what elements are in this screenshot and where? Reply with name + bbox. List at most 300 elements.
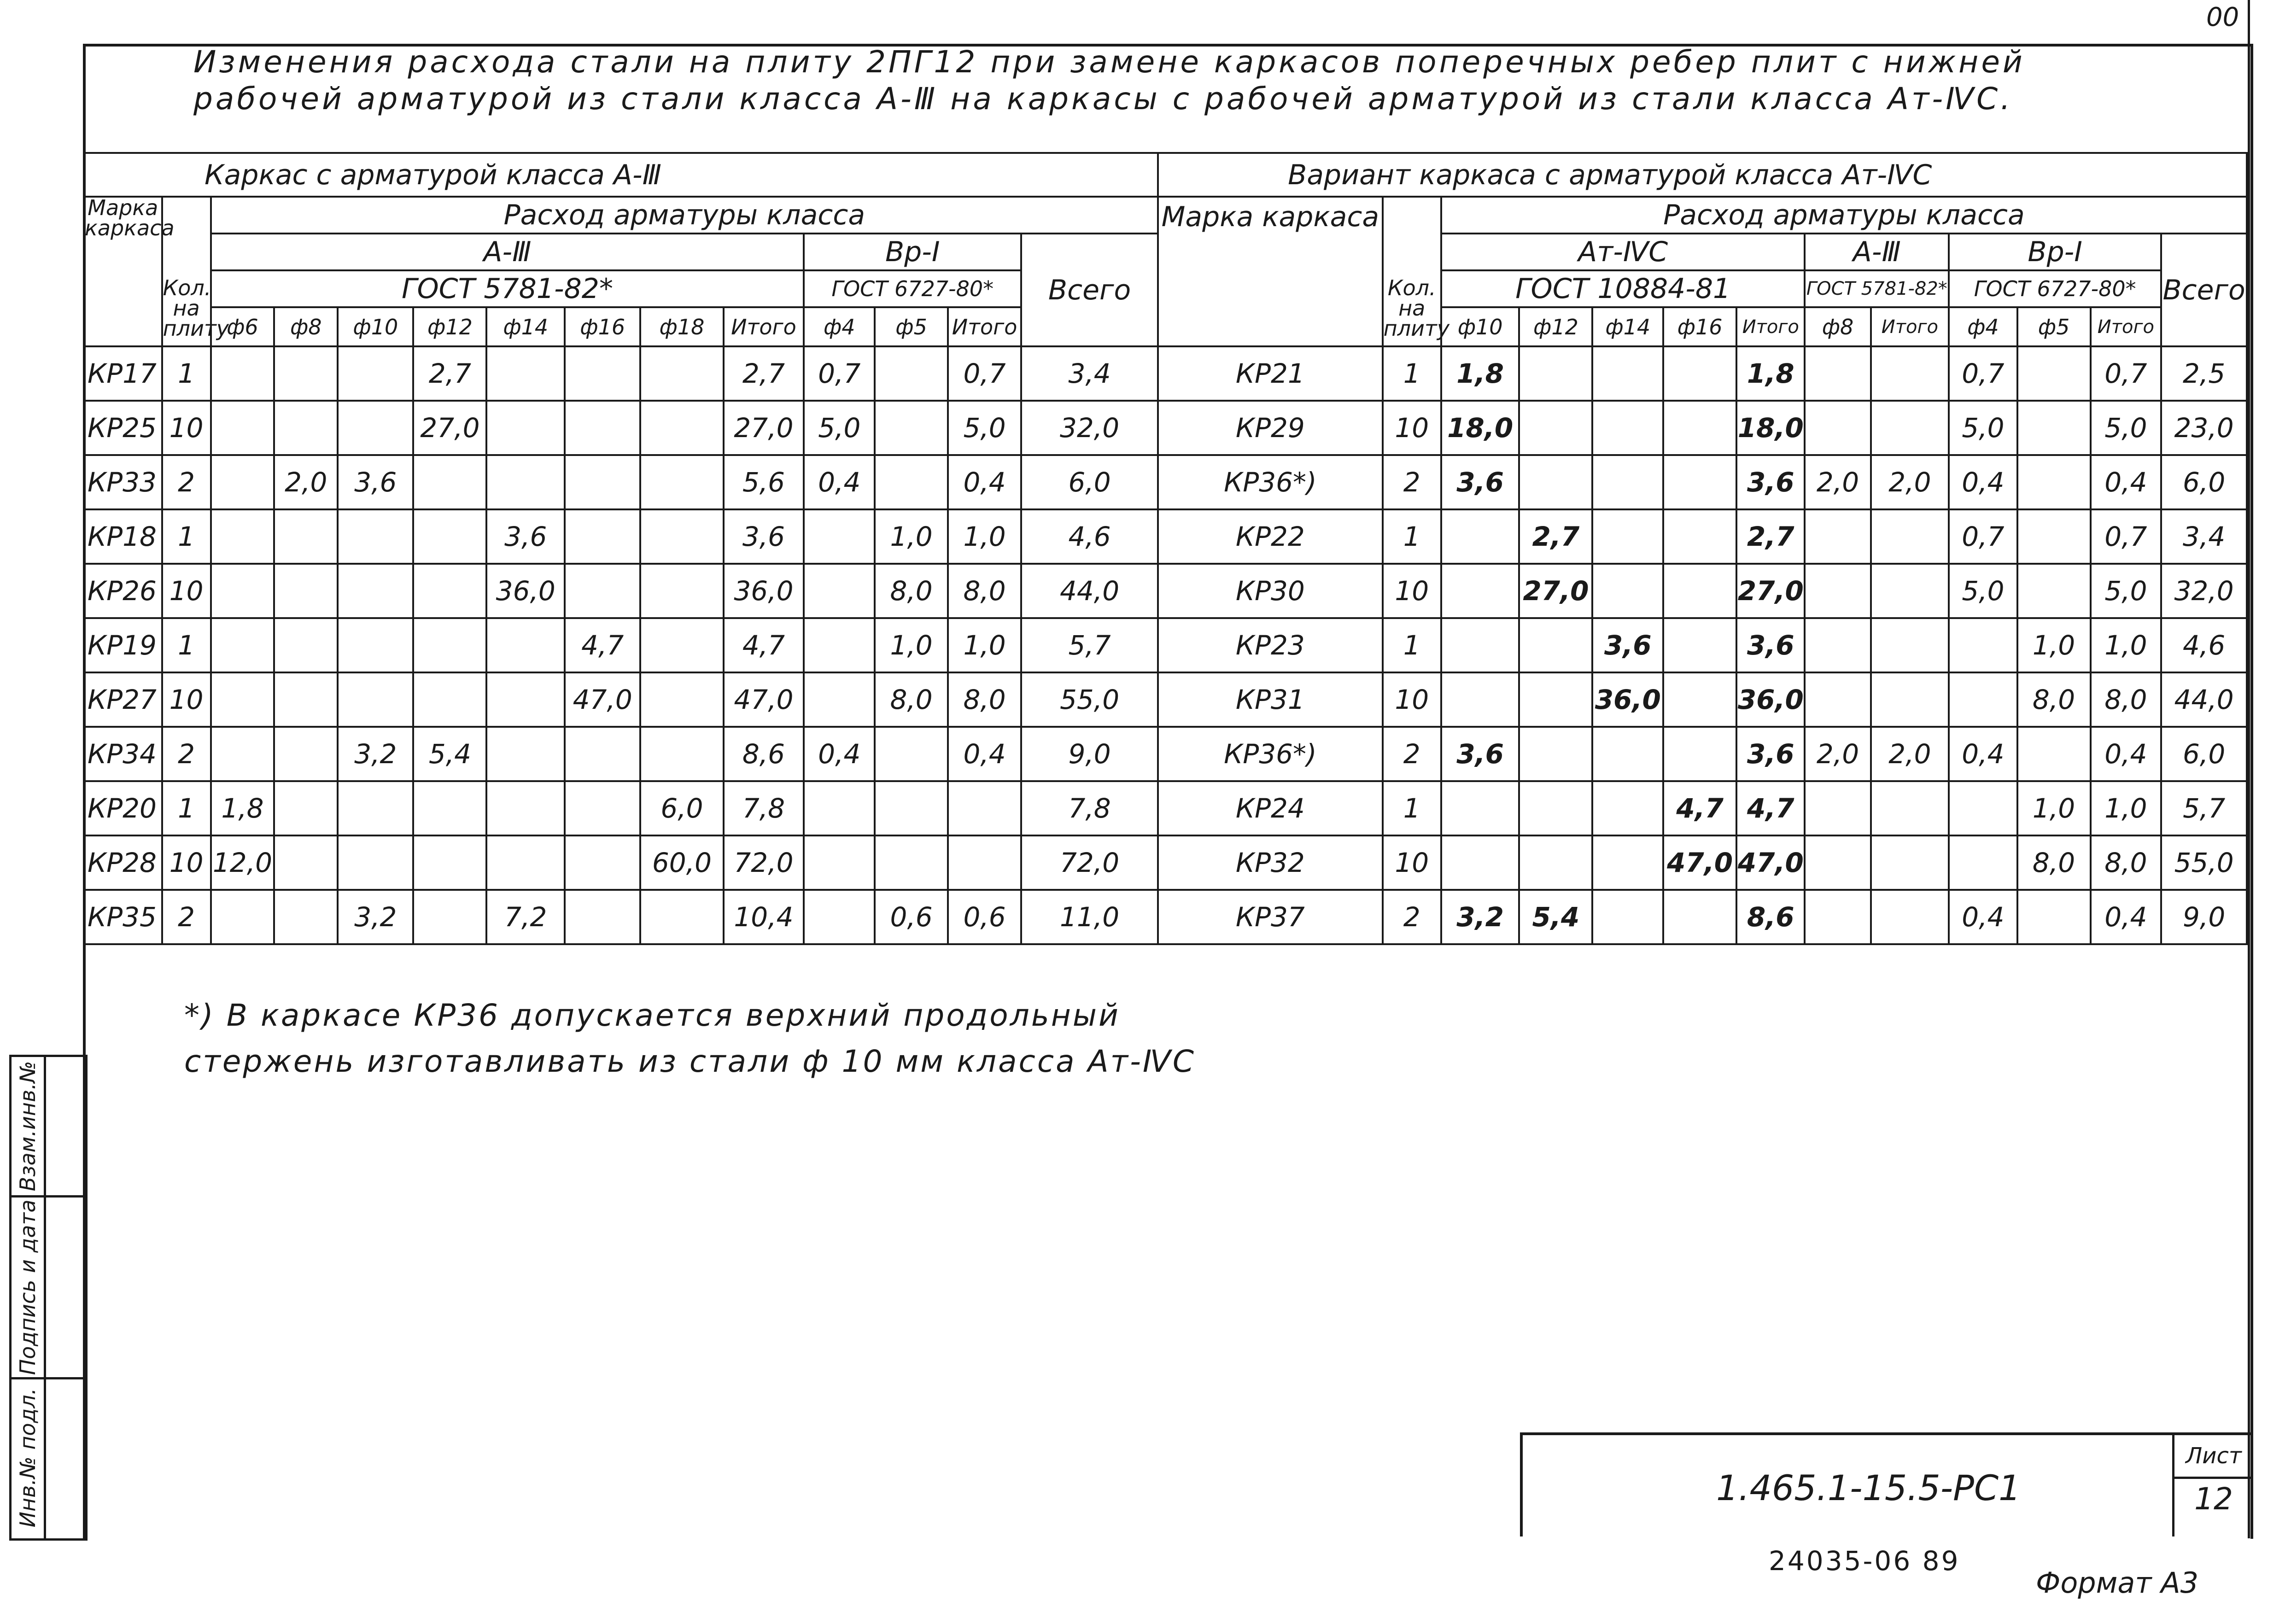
left-value-cell: 4,7 bbox=[565, 618, 640, 672]
top-corner-number: 00 bbox=[2206, 2, 2239, 32]
left-value-cell bbox=[486, 781, 565, 835]
right-value-cell: 1,8 bbox=[1441, 346, 1520, 401]
side-stamp bbox=[9, 1055, 88, 1541]
left-value-cell: 0,7 bbox=[804, 346, 875, 401]
right-value-cell: 4,6 bbox=[2161, 618, 2247, 672]
right-sub-col: Итого bbox=[1736, 307, 1805, 346]
right-mark-cell: КР31 bbox=[1158, 672, 1383, 727]
left-col-qty: Кол. на плиту bbox=[162, 270, 211, 346]
right-value-cell bbox=[1805, 618, 1870, 672]
left-value-cell bbox=[338, 401, 413, 455]
left-value-cell: 72,0 bbox=[1021, 835, 1158, 890]
right-sub-col: ф12 bbox=[1519, 307, 1592, 346]
right-value-cell bbox=[1949, 618, 2017, 672]
steel-usage-table-wrap bbox=[83, 152, 2248, 983]
right-value-cell bbox=[1871, 509, 1949, 564]
right-value-cell: 3,6 bbox=[1736, 455, 1805, 509]
left-value-cell: 3,2 bbox=[338, 727, 413, 781]
right-value-cell bbox=[1441, 835, 1520, 890]
left-value-cell: 1 bbox=[162, 509, 211, 564]
right-value-cell: 10 bbox=[1383, 672, 1441, 727]
right-value-cell bbox=[1871, 781, 1949, 835]
left-group2-class: Вр-I bbox=[804, 234, 1021, 270]
right-value-cell bbox=[1663, 455, 1736, 509]
left-value-cell: 47,0 bbox=[724, 672, 804, 727]
right-value-cell bbox=[2017, 346, 2091, 401]
right-sub-col: ф16 bbox=[1663, 307, 1736, 346]
left-value-cell bbox=[274, 781, 338, 835]
left-value-cell bbox=[413, 509, 486, 564]
right-value-cell: 1 bbox=[1383, 618, 1441, 672]
right-value-cell: 2,7 bbox=[1519, 509, 1592, 564]
left-value-cell: 3,4 bbox=[1021, 346, 1158, 401]
right-value-cell: 0,4 bbox=[2091, 455, 2162, 509]
left-sub-col: ф18 bbox=[640, 307, 723, 346]
left-value-cell bbox=[565, 401, 640, 455]
left-value-cell bbox=[804, 509, 875, 564]
right-value-cell: 10 bbox=[1383, 401, 1441, 455]
footnote bbox=[184, 993, 1196, 1085]
right-value-cell: 36,0 bbox=[1736, 672, 1805, 727]
left-value-cell bbox=[274, 401, 338, 455]
left-col-mark: Марка каркаса bbox=[84, 197, 162, 346]
left-sub-col: ф5 bbox=[875, 307, 948, 346]
left-value-cell: 1 bbox=[162, 618, 211, 672]
right-value-cell: 44,0 bbox=[2161, 672, 2247, 727]
left-value-cell bbox=[274, 672, 338, 727]
left-value-cell: 10 bbox=[162, 672, 211, 727]
right-value-cell: 3,6 bbox=[1441, 455, 1520, 509]
right-sub-col: Итого bbox=[1871, 307, 1949, 346]
left-value-cell bbox=[565, 455, 640, 509]
left-value-cell bbox=[948, 835, 1021, 890]
left-mark-cell: КР34 bbox=[84, 727, 162, 781]
left-value-cell: 10 bbox=[162, 564, 211, 618]
right-value-cell bbox=[1805, 401, 1870, 455]
left-value-cell bbox=[640, 346, 723, 401]
left-value-cell bbox=[640, 509, 723, 564]
right-group3-class: Вр-I bbox=[1949, 234, 2161, 270]
left-value-cell: 36,0 bbox=[486, 564, 565, 618]
right-value-cell: 3,6 bbox=[1592, 618, 1663, 672]
right-mark-cell: КР22 bbox=[1158, 509, 1383, 564]
left-value-cell bbox=[274, 346, 338, 401]
right-value-cell bbox=[1519, 835, 1592, 890]
left-sub-col: ф4 bbox=[804, 307, 875, 346]
left-value-cell bbox=[413, 672, 486, 727]
right-value-cell: 3,6 bbox=[1736, 618, 1805, 672]
right-value-cell: 8,0 bbox=[2017, 835, 2091, 890]
left-value-cell bbox=[413, 455, 486, 509]
left-value-cell: 10 bbox=[162, 835, 211, 890]
format-label: Формат А3 bbox=[2036, 1566, 2199, 1600]
right-value-cell bbox=[1663, 618, 1736, 672]
right-value-cell: 5,0 bbox=[2091, 564, 2162, 618]
right-value-cell bbox=[1871, 672, 1949, 727]
left-value-cell bbox=[274, 618, 338, 672]
left-value-cell bbox=[338, 781, 413, 835]
right-value-cell bbox=[1871, 618, 1949, 672]
left-value-cell bbox=[338, 672, 413, 727]
left-value-cell bbox=[565, 564, 640, 618]
right-col-mark: Марка каркаса bbox=[1158, 197, 1383, 346]
right-value-cell: 2,5 bbox=[2161, 346, 2247, 401]
left-value-cell: 1 bbox=[162, 781, 211, 835]
left-value-cell: 3,6 bbox=[486, 509, 565, 564]
left-value-cell: 0,4 bbox=[948, 727, 1021, 781]
title-block bbox=[1520, 1432, 2250, 1536]
right-value-cell bbox=[1871, 890, 1949, 944]
left-value-cell bbox=[640, 618, 723, 672]
left-value-cell bbox=[413, 564, 486, 618]
right-mark-cell: КР32 bbox=[1158, 835, 1383, 890]
left-value-cell bbox=[413, 781, 486, 835]
left-mark-cell: КР17 bbox=[84, 346, 162, 401]
right-value-cell: 6,0 bbox=[2161, 455, 2247, 509]
left-value-cell: 32,0 bbox=[1021, 401, 1158, 455]
right-mark-cell: КР37 bbox=[1158, 890, 1383, 944]
footnote-line-2: стержень изготавливать из стали ф 10 мм класса Ат-ⅣС bbox=[184, 1044, 1196, 1079]
right-value-cell bbox=[1519, 672, 1592, 727]
right-value-cell: 1,0 bbox=[2017, 781, 2091, 835]
side-stamp-col-values bbox=[46, 1057, 85, 1538]
right-value-cell: 1 bbox=[1383, 509, 1441, 564]
left-sub-col: ф8 bbox=[274, 307, 338, 346]
table-row bbox=[84, 781, 2247, 835]
left-mark-cell: КР26 bbox=[84, 564, 162, 618]
left-value-cell bbox=[640, 672, 723, 727]
right-value-cell: 0,4 bbox=[2091, 727, 2162, 781]
right-value-cell bbox=[1519, 781, 1592, 835]
right-value-cell: 1,0 bbox=[2091, 781, 2162, 835]
right-sub-col: ф5 bbox=[2017, 307, 2091, 346]
document-code: 1.465.1-15.5-РС1 bbox=[1716, 1467, 2021, 1508]
right-value-cell bbox=[1592, 727, 1663, 781]
right-value-cell bbox=[1441, 672, 1520, 727]
right-value-cell: 10 bbox=[1383, 835, 1441, 890]
left-value-cell bbox=[486, 455, 565, 509]
right-value-cell bbox=[1592, 835, 1663, 890]
steel-usage-table bbox=[83, 152, 2248, 945]
right-mark-cell: КР24 bbox=[1158, 781, 1383, 835]
left-value-cell bbox=[211, 509, 275, 564]
left-value-cell bbox=[875, 455, 948, 509]
left-value-cell: 5,0 bbox=[948, 401, 1021, 455]
right-value-cell: 8,6 bbox=[1736, 890, 1805, 944]
right-value-cell bbox=[1663, 346, 1736, 401]
left-value-cell: 6,0 bbox=[1021, 455, 1158, 509]
left-mark-cell: КР19 bbox=[84, 618, 162, 672]
left-value-cell: 47,0 bbox=[565, 672, 640, 727]
left-value-cell: 4,6 bbox=[1021, 509, 1158, 564]
sheet-label: Лист bbox=[2174, 1435, 2253, 1479]
right-value-cell: 5,0 bbox=[1949, 401, 2017, 455]
side-label-sign-date: Подпись и дата bbox=[15, 1199, 40, 1375]
right-value-cell bbox=[2017, 564, 2091, 618]
left-value-cell bbox=[486, 618, 565, 672]
left-sub-col: Итого bbox=[724, 307, 804, 346]
right-value-cell: 2 bbox=[1383, 727, 1441, 781]
right-value-cell bbox=[1592, 401, 1663, 455]
side-label-inv-replace: Взам.инв.№ bbox=[15, 1061, 40, 1192]
left-value-cell: 3,6 bbox=[338, 455, 413, 509]
table-row bbox=[84, 890, 2247, 944]
right-value-cell bbox=[1871, 835, 1949, 890]
left-value-cell: 8,6 bbox=[724, 727, 804, 781]
right-group1-gost: ГОСТ 10884-81 bbox=[1441, 270, 1805, 307]
right-value-cell bbox=[1663, 672, 1736, 727]
right-col-qty: Кол. на плиту bbox=[1383, 270, 1441, 346]
left-value-cell: 60,0 bbox=[640, 835, 723, 890]
left-sub-col: ф12 bbox=[413, 307, 486, 346]
left-value-cell bbox=[486, 835, 565, 890]
left-value-cell: 1,0 bbox=[875, 618, 948, 672]
right-value-cell: 0,7 bbox=[1949, 346, 2017, 401]
right-value-cell bbox=[2017, 455, 2091, 509]
left-value-cell: 1,0 bbox=[948, 618, 1021, 672]
right-value-cell: 0,4 bbox=[1949, 455, 2017, 509]
right-value-cell bbox=[1441, 564, 1520, 618]
left-value-cell bbox=[486, 672, 565, 727]
right-value-cell: 2,0 bbox=[1805, 455, 1870, 509]
left-value-cell bbox=[274, 727, 338, 781]
right-value-cell bbox=[1441, 509, 1520, 564]
left-value-cell: 44,0 bbox=[1021, 564, 1158, 618]
table-row bbox=[84, 346, 2247, 401]
right-value-cell: 0,7 bbox=[2091, 509, 2162, 564]
right-value-cell: 3,6 bbox=[1441, 727, 1520, 781]
left-value-cell: 0,6 bbox=[948, 890, 1021, 944]
left-col-usage: Расход арматуры класса bbox=[211, 197, 1158, 234]
right-mark-cell: КР30 bbox=[1158, 564, 1383, 618]
left-value-cell bbox=[211, 618, 275, 672]
right-sub-col: Итого bbox=[2091, 307, 2162, 346]
table-row bbox=[84, 727, 2247, 781]
left-value-cell bbox=[640, 401, 723, 455]
right-value-cell: 0,4 bbox=[1949, 727, 2017, 781]
right-value-cell: 1,0 bbox=[2017, 618, 2091, 672]
right-value-cell: 6,0 bbox=[2161, 727, 2247, 781]
left-value-cell: 1 bbox=[162, 346, 211, 401]
right-value-cell bbox=[1592, 890, 1663, 944]
right-value-cell bbox=[1441, 781, 1520, 835]
left-value-cell: 11,0 bbox=[1021, 890, 1158, 944]
right-value-cell bbox=[1805, 781, 1870, 835]
right-value-cell: 2,0 bbox=[1805, 727, 1870, 781]
left-value-cell: 55,0 bbox=[1021, 672, 1158, 727]
right-sub-col: ф8 bbox=[1805, 307, 1870, 346]
right-col-total: Всего bbox=[2161, 234, 2247, 346]
left-value-cell bbox=[274, 835, 338, 890]
right-value-cell: 8,0 bbox=[2017, 672, 2091, 727]
left-value-cell bbox=[804, 672, 875, 727]
left-value-cell: 2 bbox=[162, 455, 211, 509]
right-value-cell bbox=[2017, 401, 2091, 455]
left-value-cell: 10,4 bbox=[724, 890, 804, 944]
right-value-cell: 47,0 bbox=[1736, 835, 1805, 890]
right-value-cell bbox=[1805, 835, 1870, 890]
left-value-cell: 8,0 bbox=[948, 564, 1021, 618]
right-value-cell: 47,0 bbox=[1663, 835, 1736, 890]
right-value-cell bbox=[1519, 455, 1592, 509]
right-value-cell bbox=[1592, 781, 1663, 835]
right-value-cell: 5,4 bbox=[1519, 890, 1592, 944]
right-value-cell bbox=[1519, 727, 1592, 781]
right-value-cell: 23,0 bbox=[2161, 401, 2247, 455]
right-value-cell bbox=[1805, 509, 1870, 564]
right-value-cell bbox=[1592, 509, 1663, 564]
right-sub-col: ф10 bbox=[1441, 307, 1520, 346]
right-value-cell: 1 bbox=[1383, 781, 1441, 835]
left-mark-cell: КР18 bbox=[84, 509, 162, 564]
right-value-cell bbox=[1663, 564, 1736, 618]
right-mark-cell: КР36*) bbox=[1158, 727, 1383, 781]
right-value-cell: 4,7 bbox=[1736, 781, 1805, 835]
left-value-cell: 0,6 bbox=[875, 890, 948, 944]
left-col-total: Всего bbox=[1021, 234, 1158, 346]
right-value-cell: 2 bbox=[1383, 455, 1441, 509]
right-section-title: Вариант каркаса с арматурой класса Ат-ⅣС bbox=[1158, 153, 2247, 197]
left-mark-cell: КР33 bbox=[84, 455, 162, 509]
right-sub-col: ф4 bbox=[1949, 307, 2017, 346]
left-value-cell bbox=[486, 727, 565, 781]
left-value-cell: 8,0 bbox=[948, 672, 1021, 727]
left-value-cell: 2,0 bbox=[274, 455, 338, 509]
right-value-cell: 27,0 bbox=[1519, 564, 1592, 618]
right-value-cell: 32,0 bbox=[2161, 564, 2247, 618]
right-value-cell bbox=[1871, 346, 1949, 401]
left-value-cell: 5,0 bbox=[804, 401, 875, 455]
left-value-cell: 5,7 bbox=[1021, 618, 1158, 672]
left-value-cell: 4,7 bbox=[724, 618, 804, 672]
left-value-cell bbox=[875, 781, 948, 835]
document-title bbox=[193, 44, 2238, 117]
left-sub-col: ф14 bbox=[486, 307, 565, 346]
right-value-cell bbox=[1592, 455, 1663, 509]
side-stamp-col-labels bbox=[12, 1057, 46, 1538]
right-value-cell bbox=[1592, 346, 1663, 401]
left-value-cell bbox=[274, 564, 338, 618]
left-value-cell bbox=[338, 618, 413, 672]
sheet-number: 12 bbox=[2194, 1481, 2233, 1517]
right-value-cell bbox=[1663, 727, 1736, 781]
right-value-cell bbox=[1871, 564, 1949, 618]
left-value-cell bbox=[486, 401, 565, 455]
right-value-cell bbox=[1805, 672, 1870, 727]
right-value-cell bbox=[1871, 401, 1949, 455]
left-value-cell: 2 bbox=[162, 890, 211, 944]
right-value-cell bbox=[1519, 401, 1592, 455]
left-value-cell: 7,2 bbox=[486, 890, 565, 944]
table-body bbox=[84, 346, 2247, 944]
right-value-cell: 1,0 bbox=[2091, 618, 2162, 672]
left-group2-gost: ГОСТ 6727-80* bbox=[804, 270, 1021, 307]
left-sub-col: ф16 bbox=[565, 307, 640, 346]
left-value-cell: 5,4 bbox=[413, 727, 486, 781]
right-group2-gost: ГОСТ 5781-82* bbox=[1805, 270, 1949, 307]
right-value-cell: 2,0 bbox=[1871, 727, 1949, 781]
right-value-cell: 9,0 bbox=[2161, 890, 2247, 944]
left-value-cell bbox=[640, 564, 723, 618]
left-value-cell bbox=[948, 781, 1021, 835]
left-mark-cell: КР35 bbox=[84, 890, 162, 944]
left-value-cell: 7,8 bbox=[1021, 781, 1158, 835]
right-value-cell: 10 bbox=[1383, 564, 1441, 618]
left-value-cell bbox=[211, 455, 275, 509]
table-row bbox=[84, 509, 2247, 564]
table-row bbox=[84, 672, 2247, 727]
left-mark-cell: КР25 bbox=[84, 401, 162, 455]
left-value-cell bbox=[804, 890, 875, 944]
right-value-cell: 0,4 bbox=[1949, 890, 2017, 944]
left-value-cell bbox=[211, 727, 275, 781]
right-value-cell: 3,2 bbox=[1441, 890, 1520, 944]
left-value-cell bbox=[565, 781, 640, 835]
right-value-cell: 4,7 bbox=[1663, 781, 1736, 835]
left-value-cell bbox=[338, 346, 413, 401]
table-row bbox=[84, 455, 2247, 509]
left-value-cell bbox=[804, 564, 875, 618]
archive-number: 24035-06 89 bbox=[1769, 1545, 1960, 1577]
left-value-cell bbox=[338, 835, 413, 890]
right-value-cell: 18,0 bbox=[1441, 401, 1520, 455]
right-value-cell: 55,0 bbox=[2161, 835, 2247, 890]
right-value-cell: 5,7 bbox=[2161, 781, 2247, 835]
right-value-cell: 8,0 bbox=[2091, 835, 2162, 890]
left-value-cell bbox=[875, 401, 948, 455]
left-value-cell bbox=[565, 890, 640, 944]
left-value-cell bbox=[274, 509, 338, 564]
right-value-cell bbox=[1949, 781, 2017, 835]
left-value-cell bbox=[804, 835, 875, 890]
left-value-cell bbox=[338, 509, 413, 564]
right-col-usage: Расход арматуры класса bbox=[1441, 197, 2247, 234]
left-mark-cell: КР28 bbox=[84, 835, 162, 890]
left-value-cell: 12,0 bbox=[211, 835, 275, 890]
left-value-cell bbox=[640, 727, 723, 781]
left-value-cell bbox=[413, 835, 486, 890]
right-value-cell: 27,0 bbox=[1736, 564, 1805, 618]
left-value-cell: 8,0 bbox=[875, 672, 948, 727]
left-mark-cell: КР27 bbox=[84, 672, 162, 727]
left-value-cell bbox=[211, 401, 275, 455]
right-mark-cell: КР23 bbox=[1158, 618, 1383, 672]
left-value-cell bbox=[565, 509, 640, 564]
left-value-cell: 9,0 bbox=[1021, 727, 1158, 781]
left-value-cell bbox=[640, 890, 723, 944]
table-row bbox=[84, 835, 2247, 890]
left-value-cell bbox=[804, 781, 875, 835]
table-row bbox=[84, 564, 2247, 618]
table-row bbox=[84, 401, 2247, 455]
side-label-inv-orig: Инв.№ подл. bbox=[15, 1388, 40, 1528]
right-group1-class: Ат-ⅣС bbox=[1441, 234, 1805, 270]
left-value-cell: 2,7 bbox=[724, 346, 804, 401]
left-value-cell: 3,6 bbox=[724, 509, 804, 564]
right-value-cell: 0,7 bbox=[1949, 509, 2017, 564]
right-value-cell bbox=[2017, 890, 2091, 944]
left-value-cell bbox=[565, 727, 640, 781]
left-value-cell bbox=[875, 835, 948, 890]
right-value-cell: 1,8 bbox=[1736, 346, 1805, 401]
right-value-cell: 5,0 bbox=[2091, 401, 2162, 455]
right-value-cell bbox=[1949, 672, 2017, 727]
left-value-cell bbox=[274, 890, 338, 944]
left-sub-col: ф6 bbox=[211, 307, 275, 346]
right-value-cell: 0,4 bbox=[2091, 890, 2162, 944]
right-value-cell bbox=[1663, 401, 1736, 455]
left-value-cell: 72,0 bbox=[724, 835, 804, 890]
